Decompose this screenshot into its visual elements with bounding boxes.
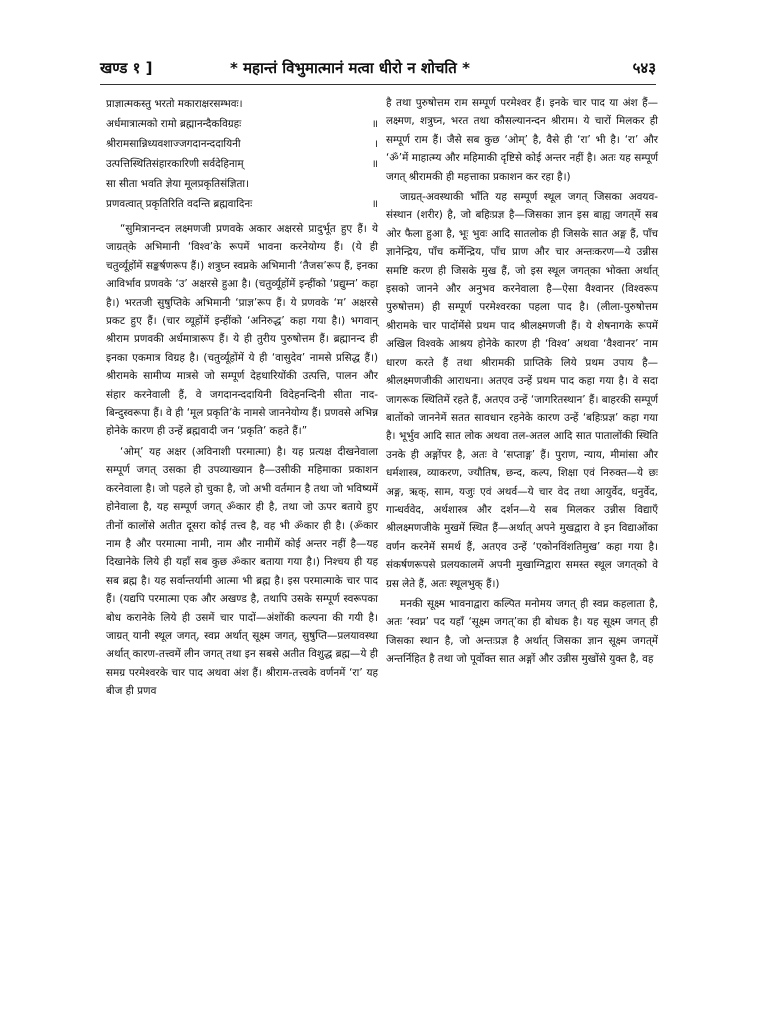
verse-text: प्राज्ञात्मकस्तु भरतो मकाराक्षरसम्भवः।	[106, 98, 243, 110]
paragraph: है तथा पुरुषोत्तम राम सम्पूर्ण परमेश्वर हैं। इनके चार पाद या अंश हैं—लक्ष्मण, शत्रुघ्न, भरत तथा कौसल्यानन्दन श्रीराम। ये चारों मिलकर ही सम्पूर्ण राम हैं। जैसे सब कुछ ‘ओम्’ है, वैसे ही ‘रा’ भी है। ‘रा’ और ‘ॐ’में माहात्म्य और महिमाकी दृष्टिसे कोई अन्तर नहीं है। अतः यह सम्पूर्ण जगत् श्रीरामकी ही महत्ताका प्रकाशन कर रहा है।)	[386, 97, 658, 183]
verse-mark: ॥	[371, 118, 378, 130]
paragraph: “सुमित्रानन्दन लक्ष्मणजी प्रणवके अकार अक्षरसे प्रादुर्भूत हुए हैं। ये जाग्रत्‌के अभिमानी ‘विश्व’के रूपमें भावना करनेयोग्य हैं। (ये ही चतुर्व्यूहोंमें सङ्कर्षणरूप हैं।) शत्रुघ्न स्वप्नके अभिमानी ‘तैजस’रूप हैं, इनका आविर्भाव प्रणवके ‘उ’ अक्षरसे हुआ है। (चतुर्व्यूहोंमें इन्हींको ‘प्रद्युम्न’ कहा है।) भरतजी सुषुप्तिके अभिमानी ‘प्राज्ञ’रूप हैं। ये प्रणवके ‘म’ अक्षरसे प्रकट हुए हैं। (चार व्यूहोंमें इन्हींको ‘अनिरुद्ध’ कहा गया है।) भगवान् श्रीराम प्रणवकी अर्धमात्रारूप हैं। ये ही तुरीय पुरुषोत्तम हैं। ब्रह्मानन्द ही इनका एकमात्र विग्रह है। (चतुर्व्यूहोंमें ये ही ‘वासुदेव’ नामसे प्रसिद्ध हैं।) श्रीरामके सामीप्य मात्रसे जो सम्पूर्ण देहधारियोंकी उत्पत्ति, पालन और संहार करनेवाली हैं, वे जगदानन्ददायिनी विदेहनन्दिनी सीता नाद-बिन्दुस्वरूपा हैं। वे ही ‘मूल प्रकृति’के नामसे जाननेयोग्य हैं। प्रणवसे अभिन्न होनेके कारण ही उन्हें ब्रह्मवादी जन ‘प्रकृति’ कहते हैं।”	[106, 223, 378, 438]
verse-line	[106, 174, 378, 194]
header-rule	[100, 84, 656, 85]
verse-block	[106, 94, 378, 214]
paragraph: मनकी सूक्ष्म भावनाद्वारा कल्पित मनोमय जगत् ही स्वप्न कहलाता है, अतः ‘स्वप्न’ पद यहाँ ‘सूक्ष्म जगत्’का ही बोधक है। यह सूक्ष्म जगत् ही जिसका स्थान है, जो अन्तःप्रज्ञ है अर्थात् जिसका ज्ञान सूक्ष्म जगत्‌में अन्तर्निहित है तथा जो पूर्वोक्त सात अङ्गों और उन्नीस मुखोंसे युक्त है, वह	[386, 597, 658, 666]
verse-line	[106, 114, 378, 134]
paragraph: ‘ओम्’ यह अक्षर (अविनाशी परमात्मा) है। यह प्रत्यक्ष दीखनेवाला सम्पूर्ण जगत् उसका ही उपव्याख्यान है—उसीकी महिमाका प्रकाशन करनेवाला है। जो पहले हो चुका है, जो अभी वर्तमान है तथा जो भविष्यमें होनेवाला है, यह सम्पूर्ण जगत् ॐकार ही है, तथा जो ऊपर बताये हुए तीनों कालोंसे अतीत दूसरा कोई तत्त्व है, वह भी ॐकार ही है। (ॐकार नाम है और परमात्मा नामी, नाम और नामीमें कोई अन्तर नहीं है—यह दिखानेके लिये ही यहाँ सब कुछ ॐकार बताया गया है।) निश्चय ही यह सब ब्रह्म है। यह सर्वान्तर्यामी आत्मा भी ब्रह्म है। इस परमात्माके चार पाद हैं। (यद्यपि परमात्मा एक और अखण्ड है, तथापि उसके सम्पूर्ण स्वरूपका बोध करानेके लिये ही उसमें चार पादों—अंशोंकी कल्पना की गयी है। जाग्रत् यानी स्थूल जगत्, स्वप्न अर्थात् सूक्ष्म जगत्, सुषुप्ति—प्रलयावस्था अर्थात् कारण-तत्त्वमें लीन जगत् तथा इन सबसे अतीत विशुद्ध ब्रह्म—ये ही समग्र परमेश्वरके चार पाद अथवा अंश हैं। श्रीराम-तत्त्वके वर्णनमें ‘रा’ यह बीज ही प्रणव	[106, 445, 378, 698]
section-label: खण्ड १ ]	[100, 59, 153, 77]
verse-mark: ।	[374, 138, 378, 150]
running-title: * महान्तं विभुमात्मानं मत्वा धीरो न शोचति *	[230, 59, 470, 77]
verse-mark	[366, 94, 378, 114]
verse-text: सा सीता भवति ज्ञेया मूलप्रकृतिसंज्ञिता।	[106, 178, 250, 190]
left-column	[106, 94, 378, 701]
verse-text: उत्पत्तिस्थितिसंहारकारिणी सर्वदेहिनाम्	[106, 158, 244, 170]
verse-mark: ॥	[371, 158, 378, 170]
verse-line	[106, 134, 378, 154]
verse-text: अर्धमात्रात्मको रामो ब्रह्मानन्दैकविग्रहः	[106, 118, 242, 130]
right-column	[386, 94, 658, 669]
verse-line	[106, 154, 378, 174]
verse-line	[106, 194, 378, 214]
verse-mark: ॥	[371, 198, 378, 210]
verse-line	[106, 94, 378, 114]
verse-mark	[366, 174, 378, 194]
verse-text: प्रणवत्वात् प्रकृतिरिति वदन्ति ब्रह्मवादिनः	[106, 198, 253, 210]
page-number: ५४३	[632, 59, 656, 77]
page-header	[100, 58, 656, 84]
verse-text: श्रीरामसान्निध्यवशाज्जगदानन्ददायिनी	[106, 138, 241, 150]
paragraph: जाग्रत्-अवस्थाकी भाँति यह सम्पूर्ण स्थूल जगत् जिसका अवयव-संस्थान (शरीर) है, जो बहिःप्रज्ञ है—जिसका ज्ञान इस बाह्य जगत्‌में सब ओर फैला हुआ है, भूः भुवः आदि सातलोक ही जिसके सात अङ्ग हैं, पाँच ज्ञानेन्द्रिय, पाँच कर्मेन्द्रिय, पाँच प्राण और चार अन्तःकरण—ये उन्नीस समष्टि करण ही जिसके मुख हैं, जो इस स्थूल जगत्‌का भोक्ता अर्थात् इसको जानने और अनुभव करनेवाला है—ऐसा वैश्वानर (विश्वरूप पुरुषोत्तम) ही सम्पूर्ण परमेश्वरका पहला पाद है। (लीला-पुरुषोत्तम श्रीरामके चार पादोंमेंसे प्रथम पाद श्रीलक्ष्मणजी हैं। ये शेषनागके रूपमें अखिल विश्वके आश्रय होनेके कारण ही ‘विश्व’ अथवा ‘वैश्वानर’ नाम धारण करते हैं तथा श्रीरामकी प्राप्तिके लिये प्रथम उपाय है—श्रीलक्ष्मणजीकी आराधना। अतएव उन्हें प्रथम पाद कहा गया है। वे सदा जागरूक स्थितिमें रहते हैं, अतएव उन्हें ‘जागरितस्थान’ हैं। बाहरकी सम्पूर्ण बातोंको जाननेमें सतत सावधान रहनेके कारण उन्हें ‘बहिःप्रज्ञ’ कहा गया है। भूर्भुव आदि सात लोक अथवा तल-अतल आदि सात पातालोंकी स्थिति उनके ही अङ्गोंपर है, अतः वे ‘सप्ताङ्ग’ हैं। पुराण, न्याय, मीमांसा और धर्मशास्त्र, व्याकरण, ज्यौतिष, छन्द, कल्प, शिक्षा एवं निरुक्त—ये छः अङ्ग, ऋक्, साम, यजुः एवं अथर्व—ये चार वेद तथा आयुर्वेद, धनुर्वेद, गान्धर्ववेद, अर्थशास्त्र और दर्शन—ये सब मिलकर उन्नीस विद्याएँ श्रीलक्ष्मणजीके मुखमें स्थित हैं—अर्थात् अपने मुखद्वारा वे इन विद्याओंका वर्णन करनेमें समर्थ हैं, अतएव उन्हें ‘एकोनविंशतिमुख’ कहा गया है। संकर्षणरूपसे प्रलयकालमें अपनी मुखाग्निद्वारा समस्त स्थूल जगत्‌को वे ग्रस लेते हैं, अतः स्थूलभुक् हैं।)	[386, 191, 658, 590]
